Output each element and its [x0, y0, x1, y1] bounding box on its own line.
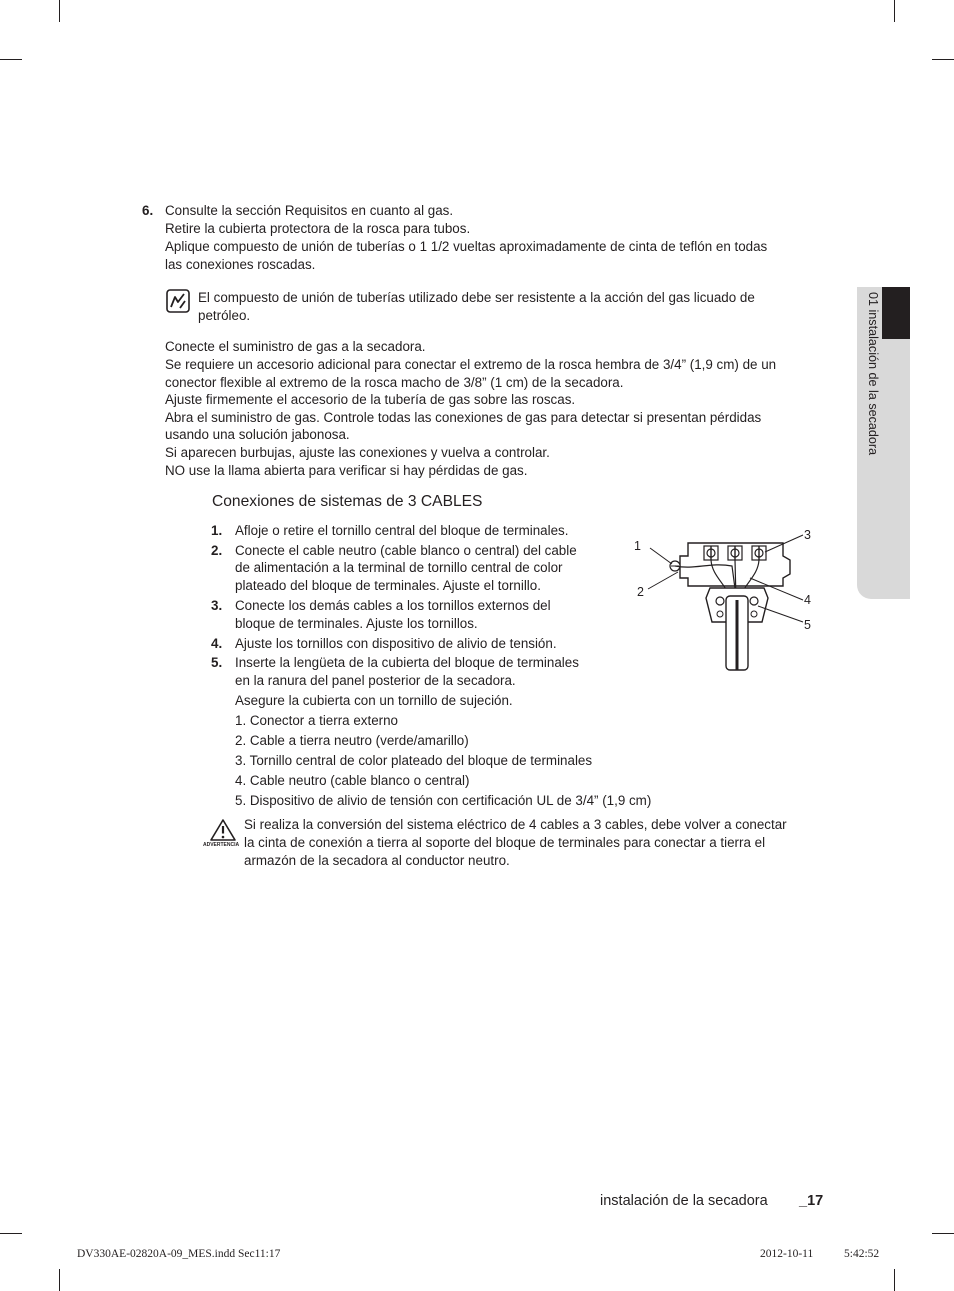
slug-date: 2012-10-11 [760, 1248, 814, 1260]
step-number: 1. [211, 523, 223, 538]
slug-file: DV330AE-02820A-09_MES.indd Sec11:17 [77, 1248, 281, 1260]
note-line: El compuesto de unión de tuberías utilizado debe ser resistente a la acción del gas licuado de [198, 290, 755, 305]
step6-line: Retire la cubierta protectora de la rosca para tubos. [165, 221, 471, 236]
step-number: 2. [211, 543, 223, 558]
side-tab-label: 01 instalación de la secadora [866, 292, 880, 456]
step-line: Inserte la lengüeta de la cubierta del bloque de terminales [235, 655, 579, 670]
step-line: plateado del bloque de terminales. Ajuste el tornillo. [235, 578, 541, 593]
note-pencil-icon [166, 289, 190, 313]
terminal-block-diagram [640, 526, 820, 671]
crop-mark [932, 59, 954, 60]
diagram-label-3: 3 [804, 528, 811, 542]
step-line: Conecte los demás cables a los tornillos externos del [235, 598, 551, 613]
diagram-label-1: 1 [634, 539, 641, 553]
step-line: bloque de terminales. Ajuste los tornillos. [235, 616, 478, 631]
gas-line: Si aparecen burbujas, ajuste las conexiones y vuelva a controlar. [165, 445, 550, 460]
warning-line: la cinta de conexión a tierra al soporte del bloque de terminales para conectar a tierra el [244, 835, 766, 850]
step-number: 3. [211, 598, 223, 613]
crop-mark [0, 1233, 22, 1234]
gas-line: Se requiere un accesorio adicional para conectar el extremo de la rosca hembra de 3/4” (1,9 cm) de un [165, 357, 777, 372]
step-line: en la ranura del panel posterior de la secadora. [235, 673, 516, 688]
warning-line: Si realiza la conversión del sistema eléctrico de 4 cables a 3 cables, debe volver a conectar [244, 817, 787, 832]
warning-icon-label: ADVERTENCIA [203, 842, 240, 848]
diagram-label-2: 2 [637, 585, 644, 599]
gas-line: Abra el suministro de gas. Controle todas las conexiones de gas para detectar si presentan pérdidas [165, 410, 762, 425]
gas-line: Conecte el suministro de gas a la secadora. [165, 339, 426, 354]
step6-line: las conexiones roscadas. [165, 257, 316, 272]
crop-mark [894, 1269, 895, 1291]
gas-line: conector flexible al extremo de la rosca macho de 3/8” (1 cm) de la secadora. [165, 375, 624, 390]
gas-line: usando una solución jabonosa. [165, 427, 350, 442]
step-number: 5. [211, 655, 223, 670]
crop-mark [0, 59, 22, 60]
legend-item: 4. Cable neutro (cable blanco o central) [235, 773, 470, 788]
page-number: _17 [799, 1193, 824, 1209]
step-line: Conecte el cable neutro (cable blanco o central) del cable [235, 543, 577, 558]
warning-triangle-icon [208, 818, 238, 842]
step-line: de alimentación a la terminal de tornillo central de color [235, 560, 563, 575]
legend-item: 5. Dispositivo de alivio de tensión con certificación UL de 3/4” (1,9 cm) [235, 793, 652, 808]
crop-mark [894, 0, 895, 22]
step-line: Ajuste los tornillos con dispositivo de alivio de tensión. [235, 636, 557, 651]
section-title: Conexiones de sistemas de 3 CABLES [212, 493, 483, 510]
footer-section: instalación de la secadora [600, 1193, 768, 1209]
step6-line: Aplique compuesto de unión de tuberías o 1 1/2 vueltas aproximadamente de cinta de teflón en todas [165, 239, 768, 254]
gas-line: NO use la llama abierta para verificar si hay pérdidas de gas. [165, 463, 528, 478]
step-number: 6. [142, 203, 154, 218]
step6-line: Consulte la sección Requisitos en cuanto al gas. [165, 203, 454, 218]
step-line: Asegure la cubierta con un tornillo de sujeción. [235, 693, 513, 708]
step-line: Afloje o retire el tornillo central del bloque de terminales. [235, 523, 569, 538]
legend-item: 2. Cable a tierra neutro (verde/amarillo) [235, 733, 469, 748]
crop-mark [59, 0, 60, 22]
step-number: 4. [211, 636, 223, 651]
crop-mark [59, 1269, 60, 1291]
diagram-label-4: 4 [804, 593, 811, 607]
slug-time: 5:42:52 [844, 1248, 880, 1260]
diagram-label-5: 5 [804, 618, 811, 632]
gas-line: Ajuste firmemente el accesorio de la tubería de gas sobre las roscas. [165, 392, 576, 407]
warning-line: armazón de la secadora al conductor neutro. [244, 853, 510, 868]
crop-mark [932, 1233, 954, 1234]
side-tab-marker [882, 287, 910, 339]
note-line: petróleo. [198, 308, 251, 323]
legend-item: 1. Conector a tierra externo [235, 713, 399, 728]
legend-item: 3. Tornillo central de color plateado del bloque de terminales [235, 753, 593, 768]
